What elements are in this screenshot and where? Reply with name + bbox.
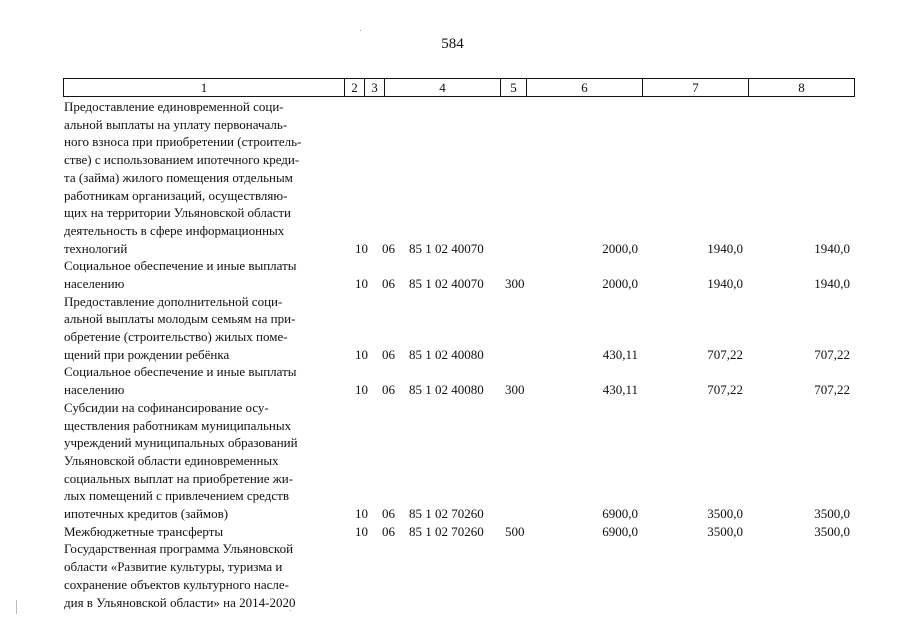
row-csr: 85 1 02 40080 (409, 346, 484, 362)
table-row (0, 363, 905, 398)
header-col-6: 6 (527, 79, 643, 96)
row-pr: 06 (382, 275, 395, 291)
row-year2: 1940,0 (707, 275, 743, 291)
row-name (64, 257, 344, 292)
scan-speck (16, 600, 17, 614)
header-col-7: 7 (643, 79, 749, 96)
scan-speck (360, 30, 361, 31)
table-row (0, 399, 905, 523)
scan-speck (290, 610, 291, 611)
row-name-line: Субсидии на софинансирование осу- (64, 399, 269, 415)
row-name-line: Предоставление единовременной соци- (64, 99, 284, 114)
row-name-line: социальных выплат на приобретение жи- (64, 470, 294, 486)
row-name-line: альной выплаты молодым семьям на при- (64, 311, 296, 327)
row-pr: 06 (382, 346, 395, 362)
row-name-line: Социальное обеспечение и иные выплаты (64, 364, 297, 380)
row-csr: 85 1 02 40070 (409, 240, 484, 256)
row-rz: 10 (355, 240, 368, 256)
header-col-3: 3 (365, 79, 385, 96)
row-name (64, 293, 344, 364)
row-name-line: лых помещений с привлечением средств (64, 488, 289, 504)
row-rz: 10 (355, 275, 368, 291)
row-year3: 3500,0 (814, 523, 850, 539)
row-name-line: обретение (строительство) жилых поме- (64, 329, 288, 345)
row-pr: 06 (382, 240, 395, 256)
row-name-line: стве) с использованием ипотечного креди- (64, 152, 300, 168)
header-col-1: 1 (64, 79, 345, 96)
row-csr: 85 1 02 70260 (409, 506, 484, 522)
row-vr: 500 (505, 523, 525, 539)
row-name-line: Государственная программа Ульяновской (64, 541, 294, 557)
table-header (63, 78, 855, 97)
page-number: 584 (441, 36, 464, 52)
table-row (0, 293, 905, 364)
row-year3: 707,22 (814, 382, 850, 398)
row-year1: 430,11 (602, 382, 638, 398)
row-year1: 2000,0 (602, 240, 638, 256)
row-year1: 6900,0 (602, 506, 638, 522)
row-name-line: Межбюджетные трансферты (64, 523, 224, 539)
row-pr: 06 (382, 382, 395, 398)
row-name (64, 540, 344, 611)
row-name-line: ипотечных кредитов (займов) (64, 506, 229, 522)
row-csr: 85 1 02 70260 (409, 523, 484, 539)
row-year3: 3500,0 (814, 506, 850, 522)
row-name-line: работникам организаций, осуществляю- (64, 187, 288, 203)
row-name-line: Ульяновской области единовременных (64, 452, 279, 468)
table-body (0, 98, 905, 611)
row-name-line: дия в Ульяновской области» на 2014-2020 (64, 594, 296, 610)
table-row (0, 257, 905, 292)
row-name (64, 363, 344, 398)
row-name (64, 98, 344, 257)
row-name-line: ществления работникам муниципальных (64, 417, 292, 433)
row-year1: 430,11 (602, 346, 638, 362)
row-vr: 300 (505, 275, 525, 291)
row-year1: 2000,0 (602, 275, 638, 291)
row-name-line: та (займа) жилого помещения отдельным (64, 169, 293, 185)
row-year2: 707,22 (707, 382, 743, 398)
row-name-line: области «Развитие культуры, туризма и (64, 559, 283, 575)
row-name-line: Социальное обеспечение и иные выплаты (64, 258, 297, 274)
row-name (64, 399, 344, 523)
row-name-line: населению (64, 276, 125, 291)
row-pr: 06 (382, 506, 395, 522)
row-vr: 300 (505, 382, 525, 398)
row-csr: 85 1 02 40080 (409, 382, 484, 398)
table-row (0, 540, 905, 611)
header-col-2: 2 (345, 79, 365, 96)
row-rz: 10 (355, 382, 368, 398)
row-name-line: щений при рождении ребёнка (64, 346, 230, 362)
table-row (0, 523, 905, 541)
row-year2: 3500,0 (707, 506, 743, 522)
header-col-4: 4 (385, 79, 501, 96)
row-year3: 1940,0 (814, 275, 850, 291)
row-year2: 707,22 (707, 346, 743, 362)
row-rz: 10 (355, 346, 368, 362)
header-col-8: 8 (798, 80, 805, 95)
header-col-5: 5 (501, 79, 527, 96)
row-rz: 10 (355, 506, 368, 522)
row-year3: 707,22 (814, 346, 850, 362)
row-year3: 1940,0 (814, 240, 850, 256)
row-name-line: альной выплаты на уплату первоначаль- (64, 116, 288, 132)
row-year2: 1940,0 (707, 240, 743, 256)
row-name-line: деятельность в сфере информационных (64, 222, 285, 238)
row-name-line: учреждений муниципальных образований (64, 435, 298, 451)
row-name-line: сохранение объектов культурного насле- (64, 576, 289, 592)
table-row (0, 98, 905, 257)
row-rz: 10 (355, 523, 368, 539)
row-name-line: Предоставление дополнительной соци- (64, 293, 283, 309)
row-name-line: населению (64, 382, 125, 398)
row-year1: 6900,0 (602, 523, 638, 539)
row-csr: 85 1 02 40070 (409, 275, 484, 291)
row-name-line: ного взноса при приобретении (строитель- (64, 134, 302, 150)
row-year2: 3500,0 (707, 523, 743, 539)
row-name-line: технологий (64, 240, 128, 256)
row-pr: 06 (382, 523, 395, 539)
row-name-line: щих на территории Ульяновской области (64, 205, 292, 221)
row-name (64, 523, 344, 541)
